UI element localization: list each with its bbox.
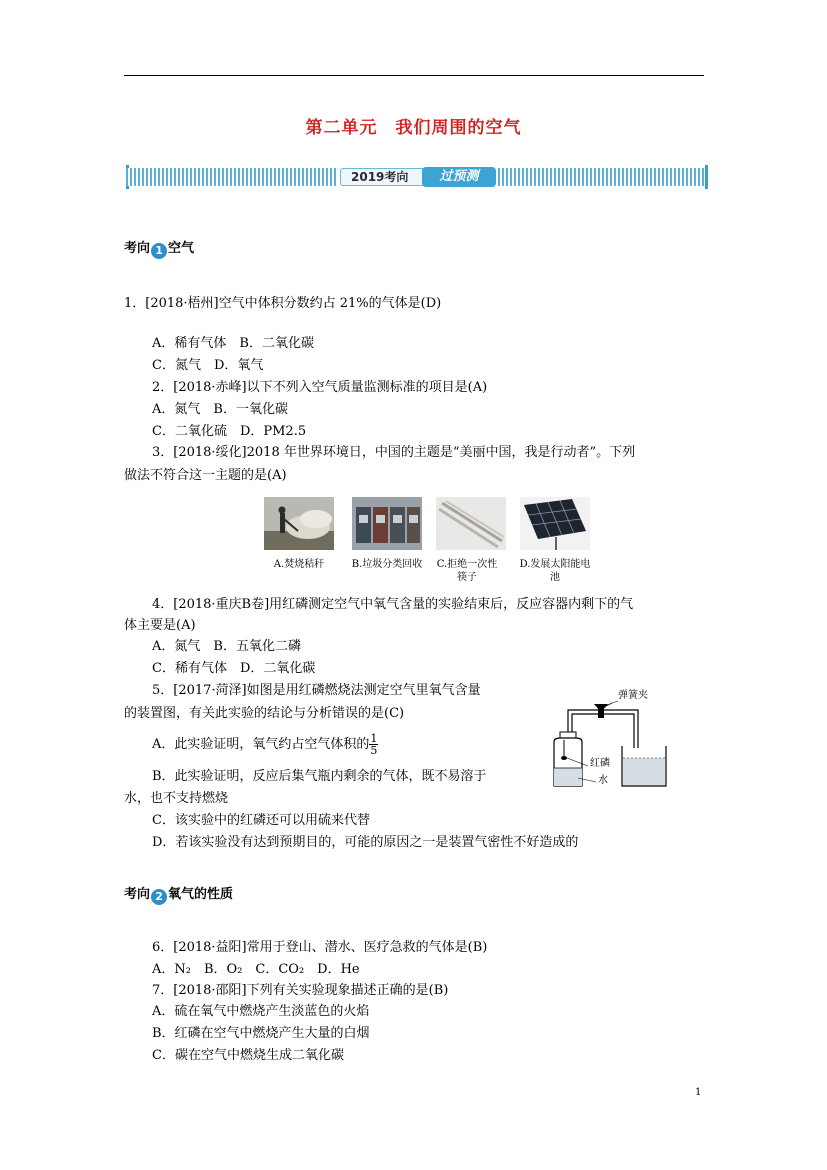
section-number-badge: 1 (151, 243, 167, 259)
photo-burning-straw (264, 497, 334, 550)
section-heading-1 (124, 240, 194, 259)
section-heading-2 (124, 886, 233, 905)
fraction-numerator: 1 (370, 732, 378, 745)
question-3-stem-line1: 3．[2018·绥化]2018 年世界环境日，中国的主题是“美丽中国，我是行动者”。下列 (152, 445, 636, 460)
page-title: 第二单元 我们周围的空气 (305, 118, 522, 138)
question-1-options-ab: A．稀有气体 B．二氧化碳 (152, 336, 314, 351)
banner-year-label: 2019考向 (340, 168, 432, 186)
question-5-option-c: C．该实验中的红磷还可以用硫来代替 (152, 813, 370, 828)
banner-badge: 过预测 (422, 167, 496, 187)
photo-caption-b: B.垃圾分类回收 (351, 559, 423, 570)
label-water: 水 (598, 775, 608, 786)
question-1-options-cd: C．氮气 D．氧气 (152, 358, 264, 373)
question-6-stem: 6．[2018·益阳]常用于登山、潜水、医疗急救的气体是(B) (152, 940, 488, 955)
section-prefix: 考向 (124, 887, 151, 902)
question-2-stem: 2．[2018·赤峰]以下不列入空气质量监测标准的项目是(A) (152, 380, 488, 395)
photo-solar-panels (520, 497, 590, 550)
fraction-denominator: 5 (370, 744, 378, 757)
fraction-one-fifth (369, 733, 378, 756)
question-5-stem-line1: 5．[2017·菏泽]如图是用红磷燃烧法测定空气里氧气含量 (152, 683, 481, 698)
apparatus-figure (548, 690, 718, 790)
photo-chopsticks (436, 497, 506, 550)
section-title: 氧气的性质 (168, 887, 234, 902)
page-number: 1 (695, 1087, 702, 1098)
label-clamp: 弹簧夹 (618, 690, 648, 701)
question-5-option-a (152, 730, 378, 760)
banner-stripes-right (498, 168, 708, 186)
question-4-options-ab: A．氮气 B．五氧化二磷 (152, 639, 301, 654)
question-2-options-cd: C．二氧化硫 D．PM2.5 (152, 424, 307, 439)
question-1-stem: 1．[2018·梧州]空气中体积分数约占 21%的气体是(D) (124, 296, 442, 311)
photo-trash-bins (352, 497, 422, 550)
photo-caption-c: C.拒绝一次性筷子 (436, 559, 498, 583)
banner-stripes-left (126, 168, 336, 186)
question-5-stem-line2: 的装置图，有关此实验的结论与分析错误的是(C) (124, 706, 405, 721)
section-number-badge: 2 (151, 889, 167, 905)
photo-caption-a: A.焚烧秸秆 (273, 559, 325, 570)
question-3-stem-line2: 做法不符合这一主题的是(A) (124, 468, 287, 483)
section-title: 空气 (168, 241, 195, 256)
question-7-option-b: B．红磷在空气中燃烧产生大量的白烟 (152, 1026, 370, 1041)
label-red-phosphorus: 红磷 (590, 758, 610, 769)
question-7-stem: 7．[2018·邵阳]下列有关实验现象描述正确的是(B) (152, 983, 449, 998)
banner-right-bar (705, 165, 708, 189)
question-4-stem-line1: 4．[2018·重庆B卷]用红磷测定空气中氧气含量的实验结束后，反应容器内剩下的气 (152, 597, 634, 612)
question-7-option-a: A．硫在氧气中燃烧产生淡蓝色的火焰 (152, 1004, 370, 1019)
section-prefix: 考向 (124, 241, 151, 256)
question-5-option-b-line1: B．此实验证明，反应后集气瓶内剩余的气体，既不易溶于 (152, 769, 487, 784)
photo-caption-d: D.发展太阳能电池 (519, 559, 591, 583)
question-5-option-d: D．若该实验没有达到预期目的，可能的原因之一是装置气密性不好造成的 (152, 835, 579, 850)
question-7-option-c: C．碳在空气中燃烧生成二氧化碳 (152, 1048, 344, 1063)
question-5-option-b-line2: 水，也不支持燃烧 (124, 791, 229, 806)
option-a-text: A．此实验证明，氧气约占空气体积的 (152, 737, 370, 752)
section-banner (126, 165, 708, 189)
question-4-options-cd: C．稀有气体 D．二氧化碳 (152, 661, 316, 676)
header-rule (124, 75, 704, 76)
question-2-options-ab: A．氮气 B．一氧化碳 (152, 402, 288, 417)
question-4-stem-line2: 体主要是(A) (124, 618, 196, 633)
question-6-options: A．N₂ B．O₂ C．CO₂ D．He (152, 962, 360, 977)
